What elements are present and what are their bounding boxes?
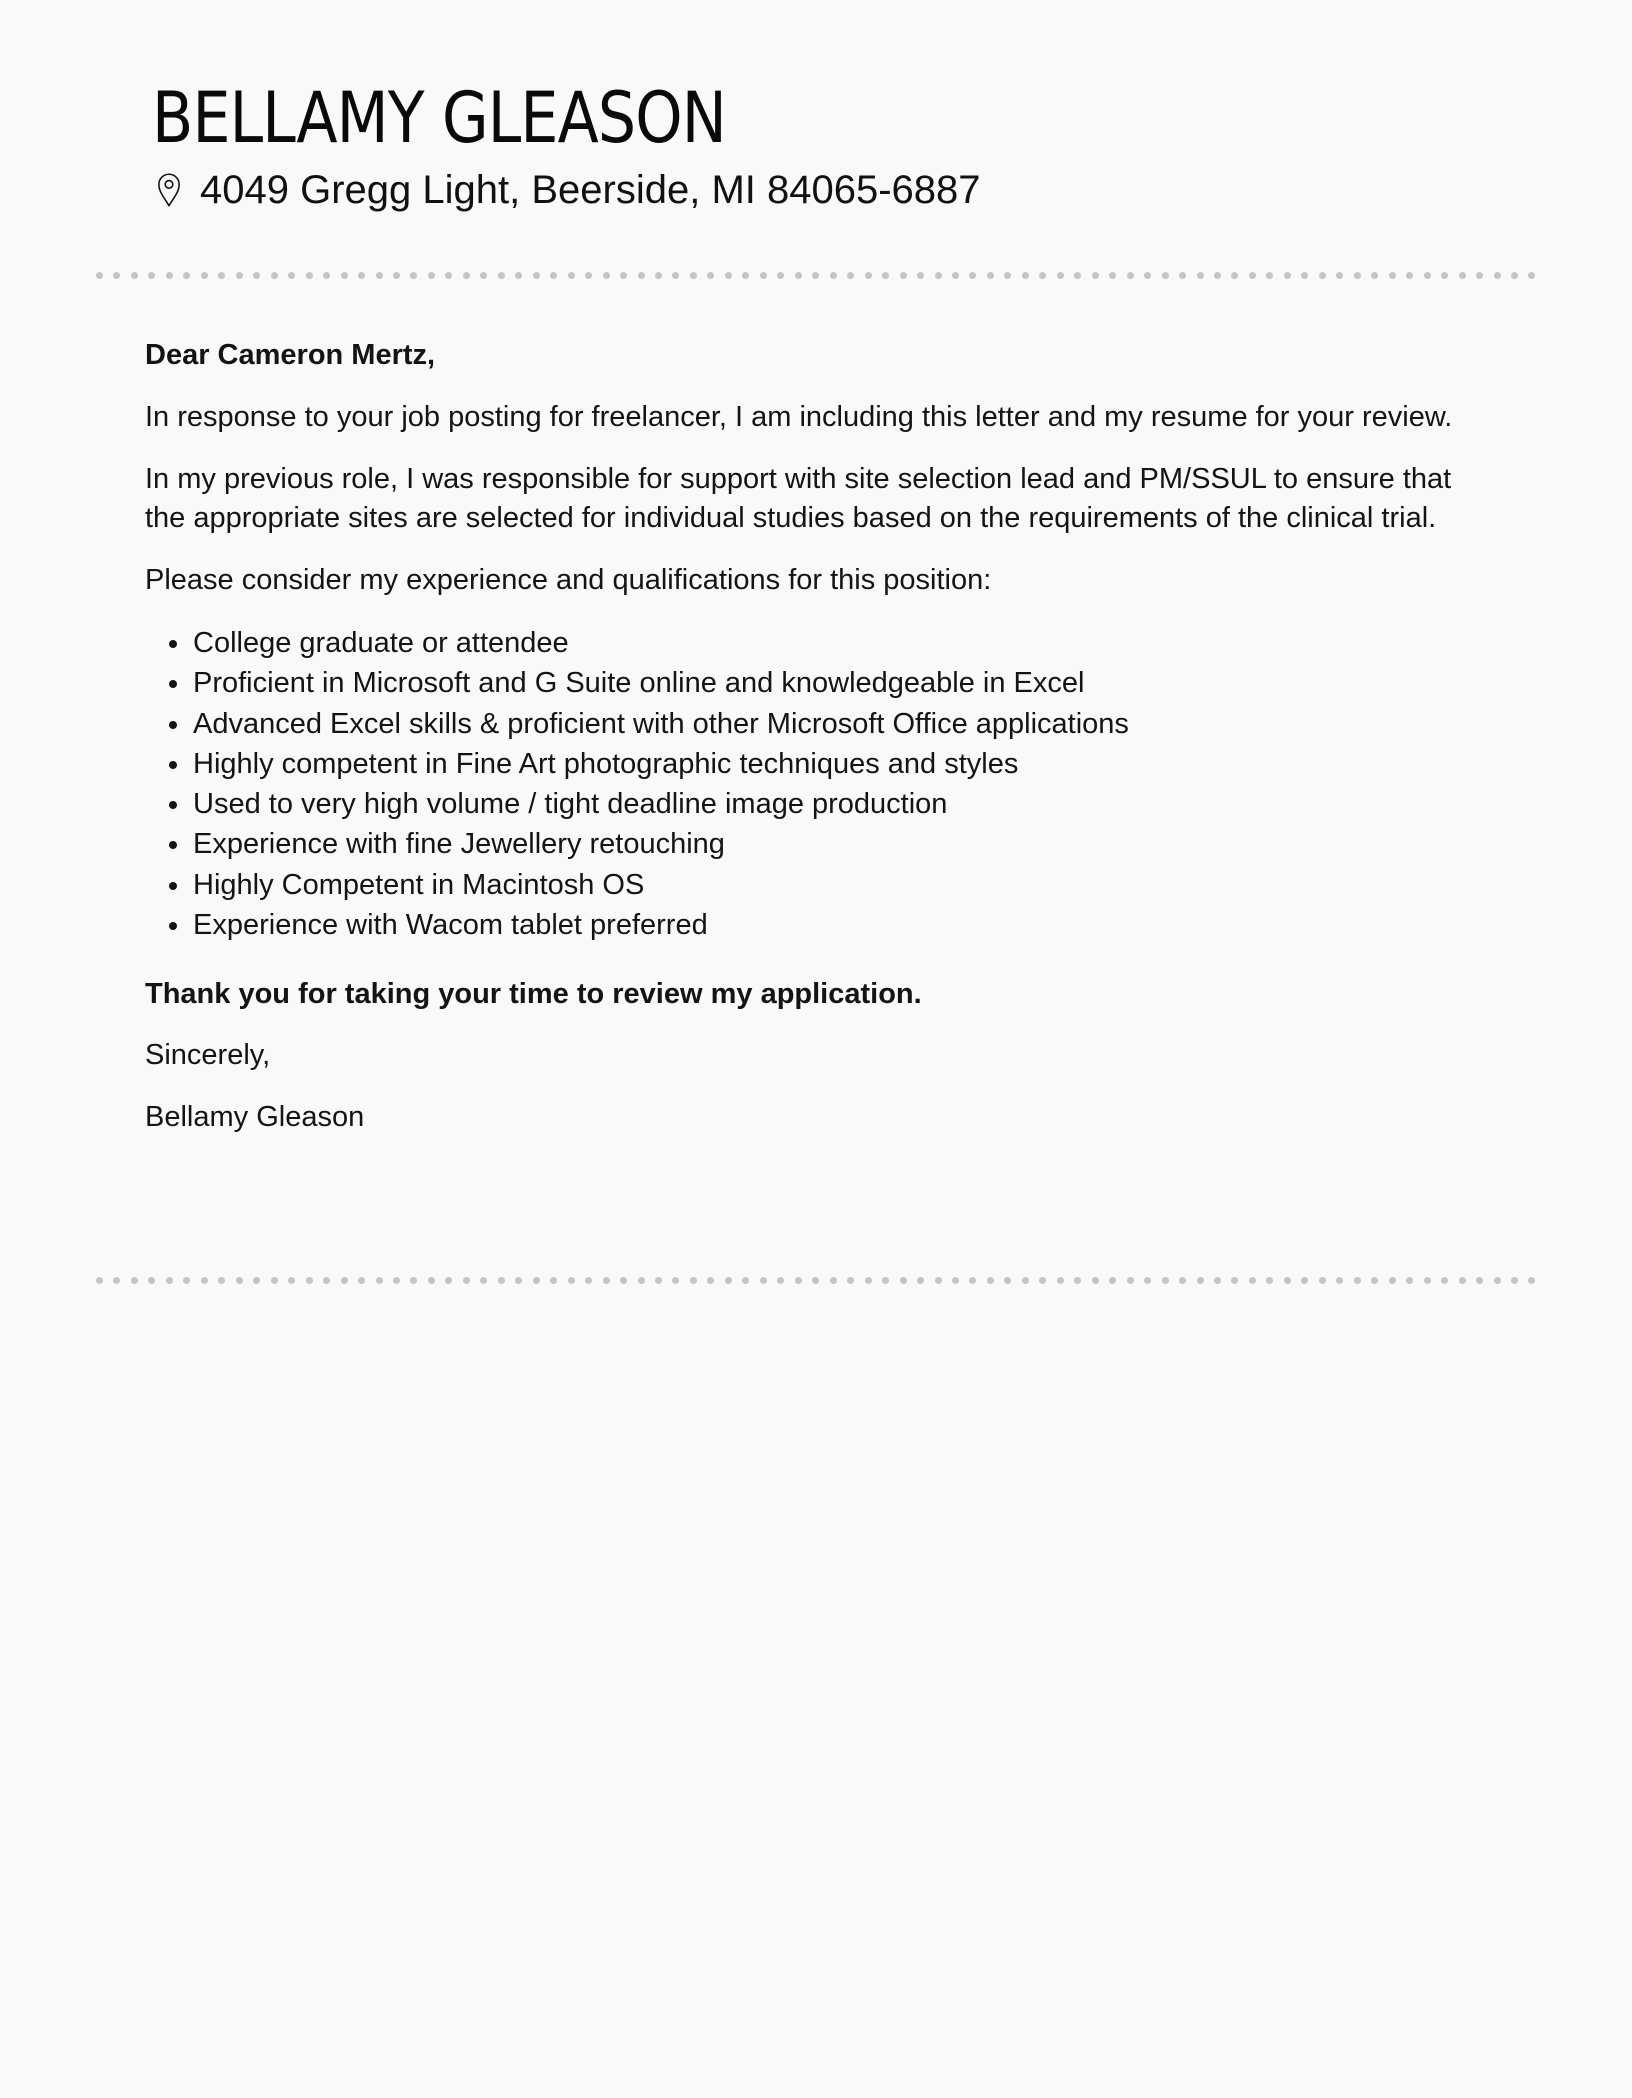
separator-dot — [480, 1277, 487, 1284]
separator-dot — [1354, 272, 1361, 279]
separator-dot — [1092, 1277, 1099, 1284]
closing-statement: Thank you for taking your time to review my application. — [145, 978, 922, 1011]
separator-dot — [847, 272, 854, 279]
separator-dot — [1459, 272, 1466, 279]
location-pin-icon — [154, 172, 184, 208]
separator-dot — [777, 272, 784, 279]
separator-dot — [865, 1277, 872, 1284]
separator-dot — [1004, 272, 1011, 279]
separator-dot — [183, 272, 190, 279]
separator-dot — [830, 272, 837, 279]
separator-dot — [1197, 272, 1204, 279]
separator-dot — [113, 1277, 120, 1284]
intro-paragraph: In response to your job posting for freelancer, I am including this letter and my resume for your review. — [145, 401, 1453, 433]
separator-dot — [812, 1277, 819, 1284]
separator-dot — [445, 272, 452, 279]
separator-dot — [1528, 1277, 1535, 1284]
separator-dot — [655, 1277, 662, 1284]
separator-dot — [1074, 272, 1081, 279]
list-item: Experience with Wacom tablet preferred — [193, 905, 1490, 945]
separator-dot — [341, 1277, 348, 1284]
separator-dot — [672, 272, 679, 279]
separator-dot — [1406, 272, 1413, 279]
separator-dot — [1162, 1277, 1169, 1284]
separator-dot — [1144, 1277, 1151, 1284]
separator-dot — [935, 272, 942, 279]
separator-dot — [288, 272, 295, 279]
separator-dot — [306, 1277, 313, 1284]
separator-dot — [1197, 1277, 1204, 1284]
separator-dot — [952, 1277, 959, 1284]
list-item: Advanced Excel skills & proficient with other Microsoft Office applications — [193, 704, 1490, 744]
separator-dot — [1284, 1277, 1291, 1284]
separator-dot — [620, 1277, 627, 1284]
separator-dot — [1039, 272, 1046, 279]
list-item: Proficient in Microsoft and G Suite online and knowledgeable in Excel — [193, 663, 1490, 703]
separator-dot — [917, 272, 924, 279]
separator-dot — [1371, 272, 1378, 279]
separator-dot — [900, 1277, 907, 1284]
letter-header — [152, 74, 1552, 218]
separator-dot — [183, 1277, 190, 1284]
separator-dot — [1389, 272, 1396, 279]
separator-dot — [1511, 272, 1518, 279]
separator-dot — [218, 1277, 225, 1284]
separator-dot — [1476, 1277, 1483, 1284]
separator-dot — [638, 272, 645, 279]
separator-dot — [585, 272, 592, 279]
separator-dot — [1494, 1277, 1501, 1284]
separator-dot — [253, 272, 260, 279]
separator-dot — [358, 272, 365, 279]
separator-dot — [410, 1277, 417, 1284]
separator-dot — [358, 1277, 365, 1284]
separator-dot — [498, 272, 505, 279]
separator-dot — [1144, 272, 1151, 279]
separator-dot — [1231, 1277, 1238, 1284]
separator-dot — [1127, 272, 1134, 279]
separator-dot — [987, 1277, 994, 1284]
separator-dot — [1266, 1277, 1273, 1284]
separator-dot — [969, 1277, 976, 1284]
qualifications-list — [145, 623, 1490, 945]
separator-dot — [428, 1277, 435, 1284]
separator-dot — [1214, 1277, 1221, 1284]
separator-dot — [393, 272, 400, 279]
separator-dot — [131, 1277, 138, 1284]
separator-dot — [638, 1277, 645, 1284]
separator-dot — [865, 272, 872, 279]
separator-dot — [1249, 272, 1256, 279]
separator-dot — [376, 272, 383, 279]
separator-dot — [1057, 272, 1064, 279]
separator-dot — [480, 272, 487, 279]
separator-dot — [603, 272, 610, 279]
list-item: Highly Competent in Macintosh OS — [193, 865, 1490, 905]
separator-dot — [1424, 1277, 1431, 1284]
separator-dot — [812, 272, 819, 279]
separator-dot — [707, 1277, 714, 1284]
applicant-address: 4049 Gregg Light, Beerside, MI 84065-6887 — [200, 168, 981, 212]
separator-dot — [900, 272, 907, 279]
separator-dot — [1441, 272, 1448, 279]
separator-dot — [463, 272, 470, 279]
separator-dot — [201, 1277, 208, 1284]
signoff: Sincerely, — [145, 1039, 271, 1072]
separator-dot — [1336, 1277, 1343, 1284]
separator-dot — [935, 1277, 942, 1284]
separator-dot — [585, 1277, 592, 1284]
separator-dot — [1424, 272, 1431, 279]
separator-dot — [271, 1277, 278, 1284]
separator-dot — [1406, 1277, 1413, 1284]
separator-dot — [1319, 1277, 1326, 1284]
separator-dot — [1249, 1277, 1256, 1284]
separator-dot — [830, 1277, 837, 1284]
separator-dot — [1319, 272, 1326, 279]
separator-dot — [1231, 272, 1238, 279]
separator-dot — [742, 1277, 749, 1284]
separator-dot — [515, 272, 522, 279]
bottom-dotted-separator — [96, 1275, 1536, 1285]
separator-dot — [795, 272, 802, 279]
signature: Bellamy Gleason — [145, 1101, 365, 1134]
salutation: Dear Cameron Mertz, — [145, 339, 436, 371]
list-item: Experience with fine Jewellery retouching — [193, 824, 1490, 864]
separator-dot — [376, 1277, 383, 1284]
separator-dot — [568, 1277, 575, 1284]
separator-dot — [515, 1277, 522, 1284]
applicant-name: BELLAMY GLEASON — [152, 77, 726, 159]
separator-dot — [882, 1277, 889, 1284]
separator-dot — [323, 272, 330, 279]
separator-dot — [760, 272, 767, 279]
separator-dot — [987, 272, 994, 279]
separator-dot — [463, 1277, 470, 1284]
separator-dot — [1179, 272, 1186, 279]
separator-dot — [1266, 272, 1273, 279]
qualifications-intro: Please consider my experience and qualifications for this position: — [145, 564, 992, 596]
separator-dot — [1022, 272, 1029, 279]
separator-dot — [1301, 272, 1308, 279]
separator-dot — [131, 272, 138, 279]
separator-dot — [1179, 1277, 1186, 1284]
separator-dot — [1074, 1277, 1081, 1284]
separator-dot — [323, 1277, 330, 1284]
separator-dot — [603, 1277, 610, 1284]
separator-dot — [952, 272, 959, 279]
separator-dot — [725, 1277, 732, 1284]
separator-dot — [1301, 1277, 1308, 1284]
separator-dot — [760, 1277, 767, 1284]
separator-dot — [742, 272, 749, 279]
separator-dot — [253, 1277, 260, 1284]
separator-dot — [166, 272, 173, 279]
separator-dot — [917, 1277, 924, 1284]
list-item: College graduate or attendee — [193, 623, 1490, 663]
separator-dot — [1162, 272, 1169, 279]
separator-dot — [236, 1277, 243, 1284]
experience-paragraph: In my previous role, I was responsible for support with site selection lead and PM/SSUL to ensure that the appropriate sites are selected for individual studies based on the requirements of the clinical trial. — [145, 463, 1452, 534]
separator-dot — [428, 272, 435, 279]
separator-dot — [96, 1277, 103, 1284]
separator-dot — [1284, 272, 1291, 279]
separator-dot — [550, 272, 557, 279]
list-item: Used to very high volume / tight deadline image production — [193, 784, 1490, 824]
separator-dot — [1476, 272, 1483, 279]
separator-dot — [1004, 1277, 1011, 1284]
separator-dot — [1039, 1277, 1046, 1284]
separator-dot — [847, 1277, 854, 1284]
separator-dot — [795, 1277, 802, 1284]
separator-dot — [445, 1277, 452, 1284]
separator-dot — [707, 272, 714, 279]
separator-dot — [690, 1277, 697, 1284]
separator-dot — [1336, 272, 1343, 279]
separator-dot — [96, 272, 103, 279]
separator-dot — [1109, 272, 1116, 279]
separator-dot — [148, 272, 155, 279]
separator-dot — [288, 1277, 295, 1284]
separator-dot — [1494, 272, 1501, 279]
separator-dot — [1354, 1277, 1361, 1284]
separator-dot — [533, 1277, 540, 1284]
separator-dot — [1109, 1277, 1116, 1284]
separator-dot — [1441, 1277, 1448, 1284]
separator-dot — [113, 272, 120, 279]
separator-dot — [236, 272, 243, 279]
separator-dot — [969, 272, 976, 279]
separator-dot — [725, 272, 732, 279]
separator-dot — [218, 272, 225, 279]
separator-dot — [271, 272, 278, 279]
separator-dot — [777, 1277, 784, 1284]
separator-dot — [498, 1277, 505, 1284]
separator-dot — [533, 272, 540, 279]
separator-dot — [1528, 272, 1535, 279]
separator-dot — [655, 272, 662, 279]
separator-dot — [1389, 1277, 1396, 1284]
separator-dot — [306, 272, 313, 279]
address-row — [152, 162, 1552, 218]
separator-dot — [1057, 1277, 1064, 1284]
separator-dot — [1371, 1277, 1378, 1284]
top-dotted-separator — [96, 270, 1536, 280]
separator-dot — [1092, 272, 1099, 279]
separator-dot — [410, 272, 417, 279]
list-item: Highly competent in Fine Art photographic techniques and styles — [193, 744, 1490, 784]
separator-dot — [690, 272, 697, 279]
letter-body — [145, 336, 1490, 1160]
separator-dot — [620, 272, 627, 279]
separator-dot — [166, 1277, 173, 1284]
separator-dot — [393, 1277, 400, 1284]
separator-dot — [341, 272, 348, 279]
separator-dot — [1127, 1277, 1134, 1284]
separator-dot — [201, 272, 208, 279]
separator-dot — [148, 1277, 155, 1284]
separator-dot — [882, 272, 889, 279]
separator-dot — [1511, 1277, 1518, 1284]
separator-dot — [550, 1277, 557, 1284]
separator-dot — [1459, 1277, 1466, 1284]
separator-dot — [1022, 1277, 1029, 1284]
separator-dot — [568, 272, 575, 279]
separator-dot — [672, 1277, 679, 1284]
separator-dot — [1214, 272, 1221, 279]
